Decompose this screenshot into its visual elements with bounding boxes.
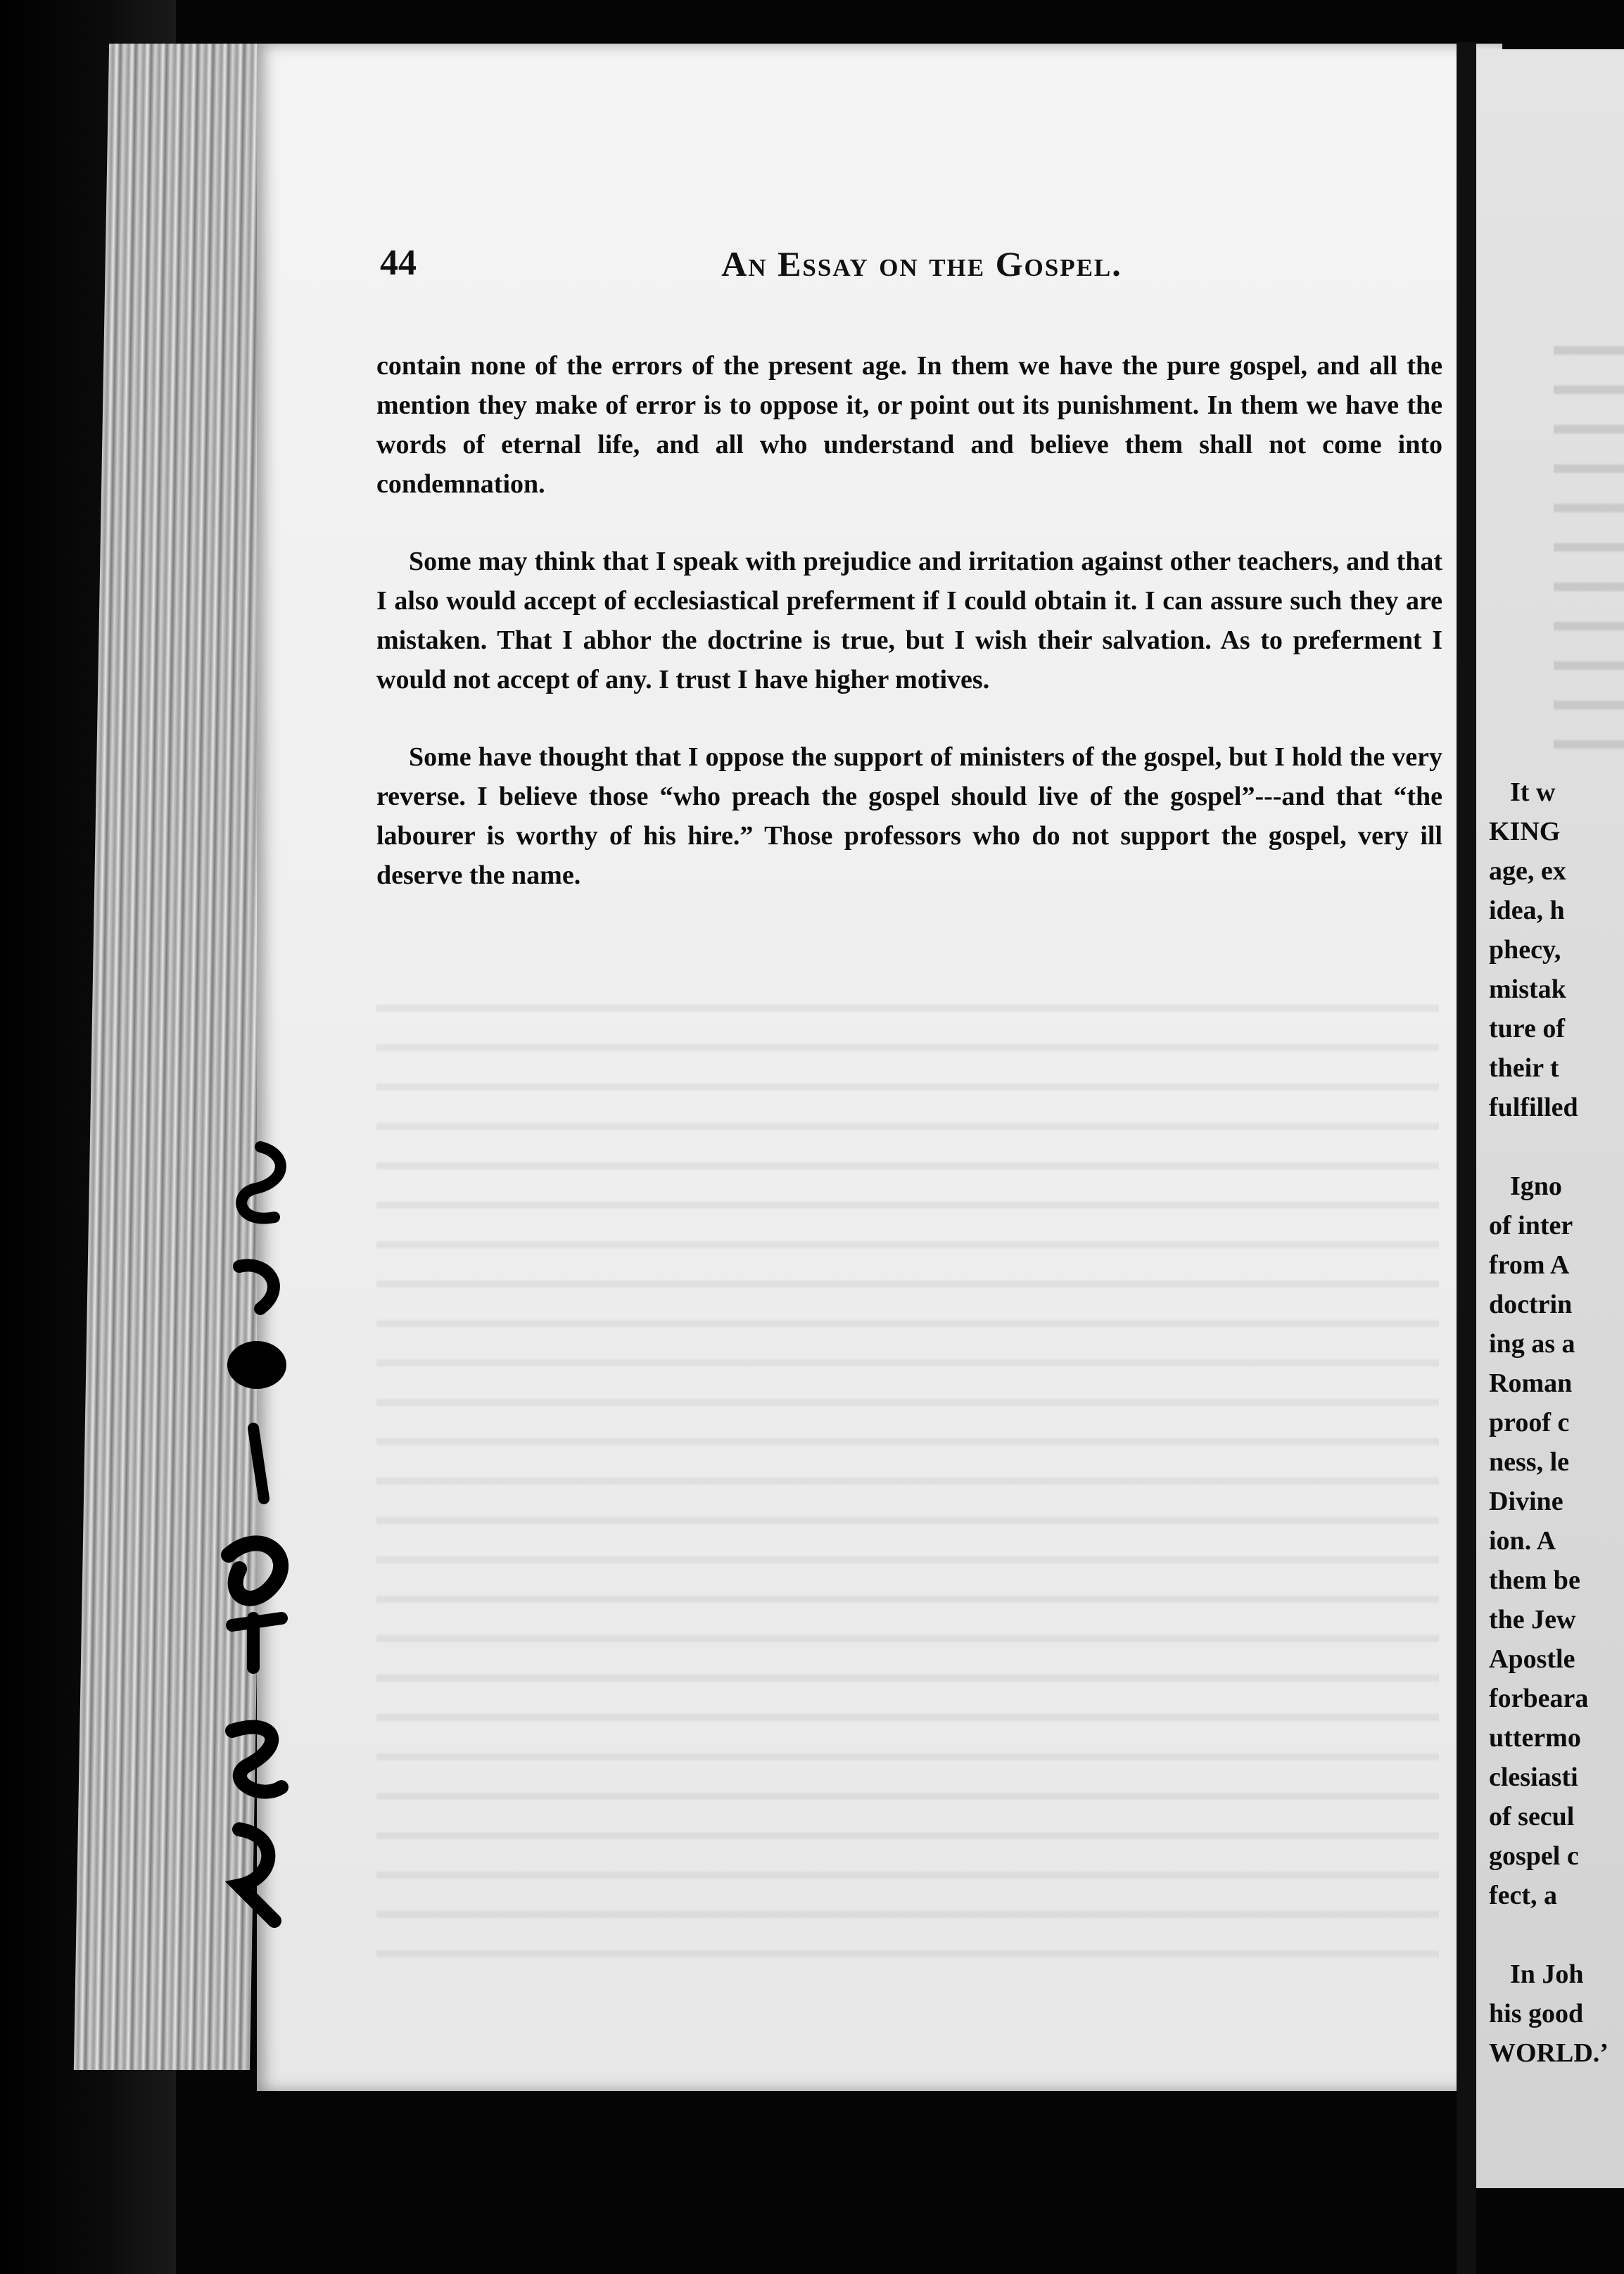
facing-line: them be	[1489, 1565, 1580, 1595]
facing-page	[1476, 49, 1624, 2188]
paragraph-1: contain none of the errors of the present age. In them we have the pure gospel, and all the mention they make of error is to oppose it, or point out its punishment. In them we have the words of eternal life, and all who understand and believe them shall not come into condemnation.	[376, 351, 1442, 499]
facing-line: In Joh	[1510, 1959, 1584, 1989]
facing-line: ness, le	[1489, 1447, 1569, 1477]
facing-line: Igno	[1510, 1171, 1562, 1201]
facing-line: clesiasti	[1489, 1762, 1578, 1792]
handwritten-marginal-mark	[211, 1133, 303, 1942]
facing-gap	[1489, 1127, 1624, 1167]
facing-line: fect, a	[1489, 1881, 1558, 1910]
facing-line: uttermo	[1489, 1723, 1581, 1753]
facing-line: Divine	[1489, 1487, 1563, 1516]
page-number: 44	[380, 243, 417, 283]
facing-line: mistak	[1489, 974, 1566, 1004]
body-text	[376, 346, 1442, 933]
running-title: An Essay on the Gospel.	[721, 244, 1122, 284]
facing-page-faint-text	[1554, 317, 1624, 767]
page-header	[380, 242, 1464, 291]
facing-line: Roman	[1489, 1368, 1573, 1398]
page-gutter	[1457, 42, 1476, 2274]
facing-line: of secul	[1489, 1802, 1575, 1831]
facing-line: his good	[1489, 1999, 1584, 2028]
paragraph-2: Some may think that I speak with prejudice and irritation against other teachers, and that I also would accept of ecclesiastical preferment if I could obtain it. I can assure such they are mistaken. That I abhor the doctrine is true, but I wish their salvation. As to preferment I would not accept of any. I trust I have higher motives.	[376, 547, 1442, 694]
facing-line: proof c	[1489, 1408, 1570, 1437]
facing-line: Apostle	[1489, 1644, 1575, 1674]
facing-line: ion. A	[1489, 1526, 1556, 1556]
facing-gap	[1489, 1915, 1624, 1955]
book-page	[257, 44, 1502, 2091]
facing-line: their t	[1489, 1053, 1559, 1083]
facing-line: It w	[1510, 777, 1556, 807]
facing-line: KING	[1489, 817, 1561, 846]
facing-line: idea, h	[1489, 896, 1565, 925]
facing-line: doctrin	[1489, 1290, 1573, 1319]
paragraph-3: Some have thought that I oppose the support of ministers of the gospel, but I hold the very reverse. I believe those “who preach the gospel should live of the gospel”---and that “the labourer is worthy of his hire.” Those professors who do not support the gospel, very ill deserve the name.	[376, 742, 1442, 890]
facing-line: ture of	[1489, 1014, 1565, 1043]
bleed-through-text	[376, 979, 1439, 1964]
facing-page-text	[1489, 773, 1624, 2073]
facing-line: age, ex	[1489, 856, 1566, 886]
facing-line: from A	[1489, 1250, 1570, 1280]
facing-line: gospel c	[1489, 1841, 1579, 1871]
facing-line: ing as a	[1489, 1329, 1575, 1359]
facing-line: of inter	[1489, 1211, 1573, 1240]
facing-line: forbeara	[1489, 1684, 1589, 1713]
facing-line: the Jew	[1489, 1605, 1576, 1634]
facing-line: WORLD.’	[1489, 2038, 1609, 2068]
facing-line: phecy,	[1489, 935, 1561, 965]
facing-line: fulfilled	[1489, 1093, 1578, 1122]
